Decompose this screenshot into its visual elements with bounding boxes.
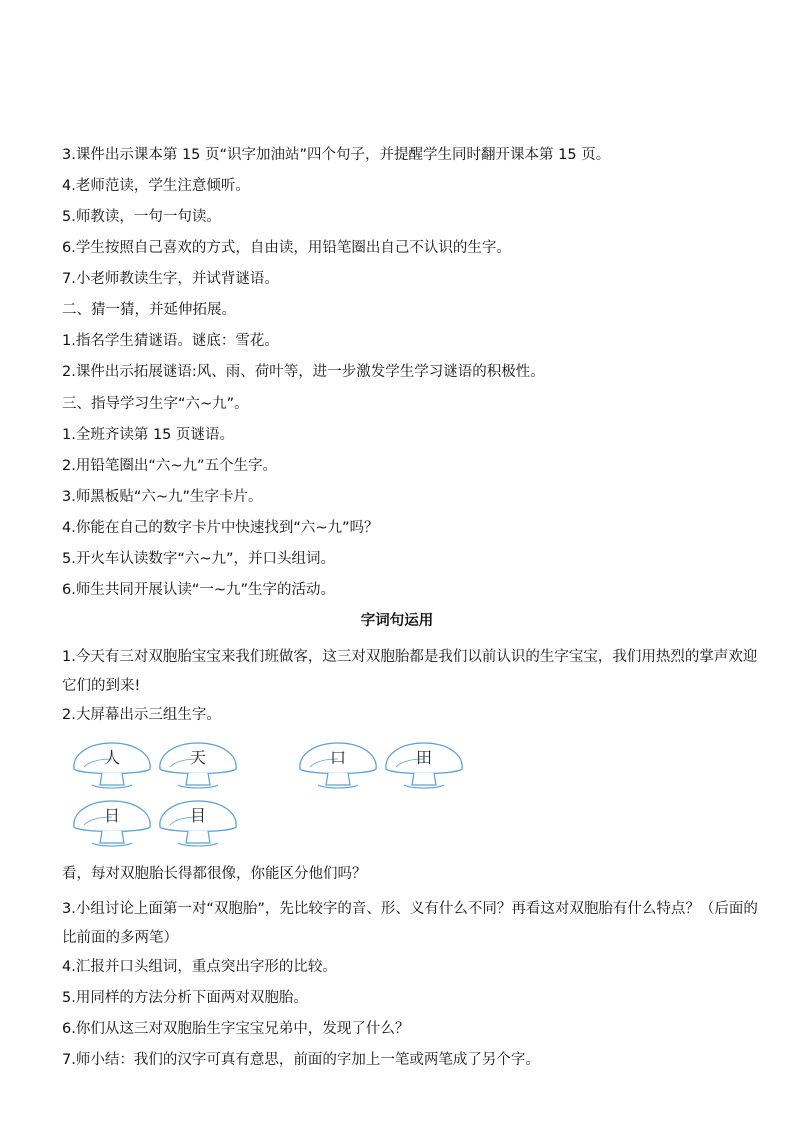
text-line: 4.汇报并口头组词，重点突出字形的比较。 [62, 959, 337, 975]
mushroom-character: 目 [189, 806, 206, 825]
text-line: 3.师黑板贴“六~九”生字卡片。 [62, 489, 263, 505]
paragraph-intro [62, 643, 766, 701]
text-line: 7.师小结：我们的汉字可真有意思，前面的字加上一笔或两笔成了另个字。 [62, 1052, 540, 1068]
text-line: 3.课件出示课本第 15 页“识字加油站”四个句子，并提醒学生同时翻开课本第 15 页。 [62, 147, 611, 163]
mushroom-character: 人 [103, 748, 120, 767]
mushroom-card [156, 795, 240, 851]
paragraph-text: 1.今天有三对双胞胎宝宝来我们班做客，这三对双胞胎都是我们以前认识的生字宝宝，我们用热烈的掌声欢迎它们的到来! [62, 649, 758, 694]
mushroom-character: 日 [103, 806, 120, 825]
text-line: 2.课件出示拓展谜语:风、雨、荷叶等，进一步激发学生学习谜语的积极性。 [62, 364, 545, 380]
text-line: 5.师教读，一句一句读。 [62, 209, 221, 225]
text-line: 6.你们从这三对双胞胎生字宝宝兄弟中，发现了什么？ [62, 1021, 410, 1037]
text-line: 看，每对双胞胎长得都很像，你能区分他们吗？ [62, 866, 367, 882]
paragraph-text: 3.小组讨论上面第一对“双胞胎”，先比较字的音、形、义有什么不同？再看这对双胞胎有什么特点？（后面的比前面的多两笔） [62, 901, 758, 946]
text-line: 7.小老师教读生字，并试背谜语。 [62, 271, 279, 287]
mushroom-character: 天 [189, 748, 206, 767]
text-line: 5.开火车认读数字“六~九”，并口头组词。 [62, 551, 336, 567]
section-heading: 三、指导学习生字“六~九”。 [62, 396, 249, 412]
text-line: 6.师生共同开展认读“一~九”生字的活动。 [62, 582, 336, 598]
mushroom-card [70, 795, 154, 851]
text-line: 6.学生按照自己喜欢的方式，自由读，用铅笔圈出自己不认识的生字。 [62, 240, 511, 256]
section-title: 字词句运用 [360, 613, 434, 629]
text-line: 1.全班齐读第 15 页谜语。 [62, 427, 235, 443]
mushroom-character: 田 [415, 748, 432, 767]
mushroom-card [70, 737, 154, 793]
text-line: 2.大屏幕出示三组生字。 [62, 707, 221, 723]
mushroom-card [156, 737, 240, 793]
mushroom-card [382, 737, 466, 793]
section-heading: 二、猜一猜，并延伸拓展。 [62, 302, 236, 318]
mushroom-character: 口 [329, 748, 346, 767]
text-line: 1.指名学生猜谜语。谜底：雪花。 [62, 333, 279, 349]
text-line: 4.老师范读，学生注意倾听。 [62, 178, 250, 194]
text-line: 4.你能在自己的数字卡片中快速找到“六~九”吗？ [62, 520, 379, 536]
text-line: 2.用铅笔圈出“六~九”五个生字。 [62, 458, 278, 474]
mushroom-card [296, 737, 380, 793]
paragraph-discussion [62, 895, 766, 953]
text-line: 5.用同样的方法分析下面两对双胞胎。 [62, 990, 308, 1006]
